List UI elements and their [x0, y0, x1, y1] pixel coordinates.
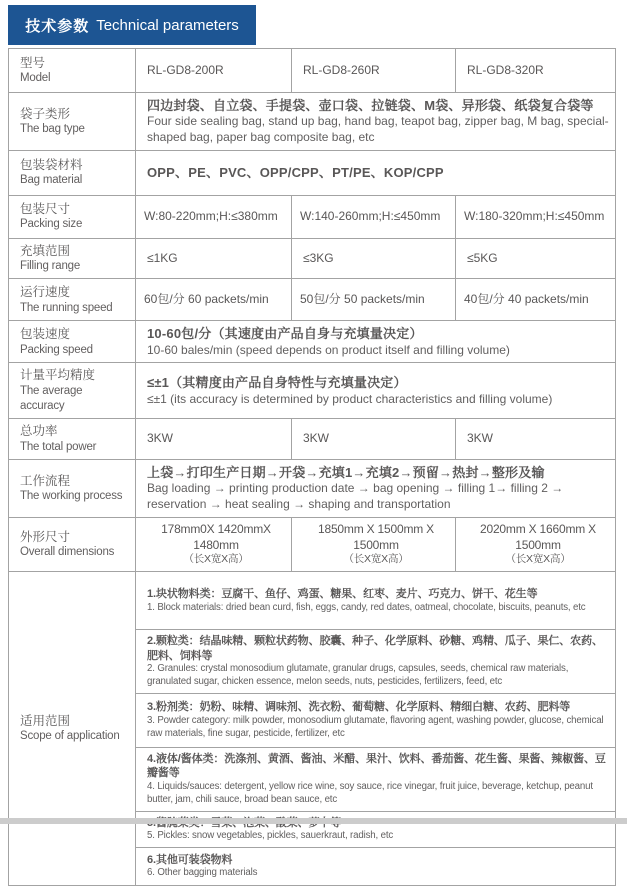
row-total-power — [9, 419, 616, 460]
scope-item-en: 6. Other bagging materials — [147, 867, 258, 879]
packing-size-value-2: W:140-260mm;H:≤450mm — [292, 195, 456, 238]
value-en: Bag loading → printing production date → bag opening → filling 1→ filling 2 → reservation → heat sealing → shaping and transportation — [147, 481, 564, 511]
dimension-size: 178mm0X 1420mmX 1480mm — [161, 521, 271, 552]
dimensions-value-2 — [292, 517, 456, 572]
label-en: Filling range — [20, 260, 81, 273]
row-label-total-power — [9, 419, 136, 460]
running-speed-value-3: 40包/分 40 packets/min — [456, 279, 616, 321]
scope-item-zh: 4.液体/酱体类：洗涤剂、黄酒、酱油、米醋、果汁、饮料、番茄酱、花生酱、果酱、辣椒酱、豆瓣酱等 — [147, 752, 606, 780]
label-en: The working process — [20, 490, 123, 503]
row-working-process — [9, 460, 616, 518]
packing-speed-value — [136, 321, 616, 363]
dimension-legend: （长X宽X高） — [505, 553, 571, 566]
label-en: Overall dimensions — [20, 546, 115, 559]
dimension-legend: （长X宽X高） — [183, 553, 249, 566]
label-zh: 包装速度 — [20, 327, 71, 342]
label-en: Packing size — [20, 218, 83, 231]
scope-item-zh: 2.颗粒类：结晶味精、颗粒状药物、胶囊、种子、化学原料、砂糖、鸡精、瓜子、果仁、农药、肥料、饲料等 — [147, 635, 603, 662]
scope-item-en: 4. Liquids/sauces: detergent, yellow rice wine, soy sauce, rice vinegar, fruit juice, beverage, ketchup, peanut butter, jam, chili sauce, broad bean sauce, etc — [147, 780, 593, 805]
row-scope-item-1 — [9, 572, 616, 630]
model-value-3: RL-GD8-320R — [456, 49, 616, 93]
row-bag-material — [9, 150, 616, 195]
label-en: Model — [20, 72, 51, 85]
filling-range-value-2: ≤3KG — [292, 238, 456, 279]
label-en: Bag material — [20, 174, 83, 187]
row-label-scope — [9, 572, 136, 886]
label-zh: 包装尺寸 — [20, 201, 71, 216]
scope-item-en: 5. Pickles: snow vegetables, pickles, sauerkraut, radish, etc — [147, 830, 394, 842]
row-overall-dimensions — [9, 517, 616, 572]
average-accuracy-value — [136, 363, 616, 419]
label-en: The total power — [20, 440, 97, 453]
bag-material-value — [136, 150, 616, 195]
row-bag-type — [9, 93, 616, 151]
row-filling-range — [9, 238, 616, 279]
label-zh: 包装袋材料 — [20, 157, 83, 172]
label-zh: 外形尺寸 — [20, 529, 71, 544]
row-label-filling-range — [9, 238, 136, 279]
model-value-1: RL-GD8-200R — [136, 49, 292, 93]
row-label-bag-type — [9, 93, 136, 151]
filling-range-value-3: ≤5KG — [456, 238, 616, 279]
label-zh: 充填范围 — [20, 243, 71, 258]
filling-range-value-1: ≤1KG — [136, 238, 292, 279]
spec-table — [8, 48, 616, 886]
label-zh: 袋子类形 — [20, 106, 71, 121]
scope-item-zh: 6.其他可装袋物料 — [147, 853, 233, 866]
row-packing-speed — [9, 321, 616, 363]
dimensions-value-3 — [456, 517, 616, 572]
label-en: The bag type — [20, 123, 85, 136]
label-en: The running speed — [20, 301, 113, 314]
row-label-packing-size — [9, 195, 136, 238]
scope-item-4 — [136, 747, 616, 811]
dimension-legend: （长X宽X高） — [343, 553, 409, 566]
packing-size-value-1: W:80-220mm;H:≤380mm — [136, 195, 292, 238]
row-label-bag-material — [9, 150, 136, 195]
row-label-overall-dimensions — [9, 517, 136, 572]
dimension-size: 2020mm X 1660mm X 1500mm — [480, 521, 596, 552]
row-running-speed — [9, 279, 616, 321]
value-zh: 10-60包/分（其速度由产品自身与充填量决定） — [147, 326, 423, 342]
row-average-accuracy — [9, 363, 616, 419]
model-value-2: RL-GD8-260R — [292, 49, 456, 93]
dimensions-value-1 — [136, 517, 292, 572]
row-label-average-accuracy — [9, 363, 136, 419]
page-title-en: Technical parameters — [96, 16, 239, 34]
label-zh: 适用范围 — [20, 713, 71, 728]
value-zh: OPP、PE、PVC、OPP/CPP、PT/PE、KOP/CPP — [147, 165, 444, 181]
label-zh: 总功率 — [20, 424, 58, 439]
bag-type-value — [136, 93, 616, 151]
total-power-value-2: 3KW — [292, 419, 456, 460]
total-power-value-3: 3KW — [456, 419, 616, 460]
running-speed-value-1: 60包/分 60 packets/min — [136, 279, 292, 321]
row-packing-size — [9, 195, 616, 238]
row-label-running-speed — [9, 279, 136, 321]
scope-item-3 — [136, 693, 616, 747]
label-en: The average accuracy — [20, 384, 83, 413]
page-bottom-edge — [0, 818, 627, 824]
scope-item-en: 1. Block materials: dried bean curd, fish, eggs, candy, red dates, oatmeal, chocolate, biscuits, peanuts, etc — [147, 601, 586, 613]
value-zh: 上袋→打印生产日期→开袋→充填1→充填2→预留→热封→整形及输 — [147, 465, 545, 480]
scope-item-en: 3. Powder category: milk powder, monosodium glutamate, flavoring agent, washing powder, glucose, chemical raw materials, fine sugar, pesticide, fertilizer, etc — [147, 714, 604, 739]
scope-item-5 — [136, 811, 616, 847]
scope-item-6 — [136, 847, 616, 885]
scope-item-1 — [136, 572, 616, 630]
row-label-working-process — [9, 460, 136, 518]
value-en: Four side sealing bag, stand up bag, hand bag, teapot bag, zipper bag, M bag, special-shaped bag, paper bag composite bag, etc — [147, 114, 609, 144]
label-zh: 运行速度 — [20, 285, 71, 300]
label-zh: 计量平均精度 — [20, 368, 96, 383]
packing-size-value-3: W:180-320mm;H:≤450mm — [456, 195, 616, 238]
value-en: 10-60 bales/min (speed depends on product itself and filling volume) — [147, 342, 510, 357]
value-zh: ≤±1（其精度由产品自身特性与充填量决定） — [147, 375, 407, 391]
total-power-value-1: 3KW — [136, 419, 292, 460]
scope-item-zh: 3.粉剂类：奶粉、味精、调味剂、洗衣粉、葡萄糖、化学原料、精细白糖、农药、肥料等 — [147, 701, 571, 714]
page-title-zh: 技术参数 — [25, 17, 90, 35]
row-label-packing-speed — [9, 321, 136, 363]
running-speed-value-2: 50包/分 50 packets/min — [292, 279, 456, 321]
value-zh: 四边封袋、自立袋、手提袋、壶口袋、拉链袋、M袋、异形袋、纸袋复合袋等 — [147, 98, 594, 113]
scope-item-2 — [136, 630, 616, 694]
row-model — [9, 49, 616, 93]
value-en: ≤±1 (its accuracy is determined by product characteristics and filling volume) — [147, 391, 553, 406]
label-en: Packing speed — [20, 343, 93, 356]
working-process-value — [136, 460, 616, 518]
row-label-model — [9, 49, 136, 93]
scope-item-zh: 1.块状物料类：豆腐干、鱼仔、鸡蛋、糖果、红枣、麦片、巧克力、饼干、花生等 — [147, 588, 538, 601]
label-zh: 型号 — [20, 55, 46, 70]
label-en: Scope of application — [20, 730, 120, 743]
title-banner — [8, 5, 256, 45]
label-zh: 工作流程 — [20, 473, 71, 488]
dimension-size: 1850mm X 1500mm X 1500mm — [318, 521, 434, 552]
scope-item-en: 2. Granules: crystal monosodium glutamate, granular drugs, capsules, seeds, chemical raw materials, granulated sugar, chicken essence, melon seeds, nuts, pesticides, fertilizers, feed, etc — [147, 663, 569, 688]
